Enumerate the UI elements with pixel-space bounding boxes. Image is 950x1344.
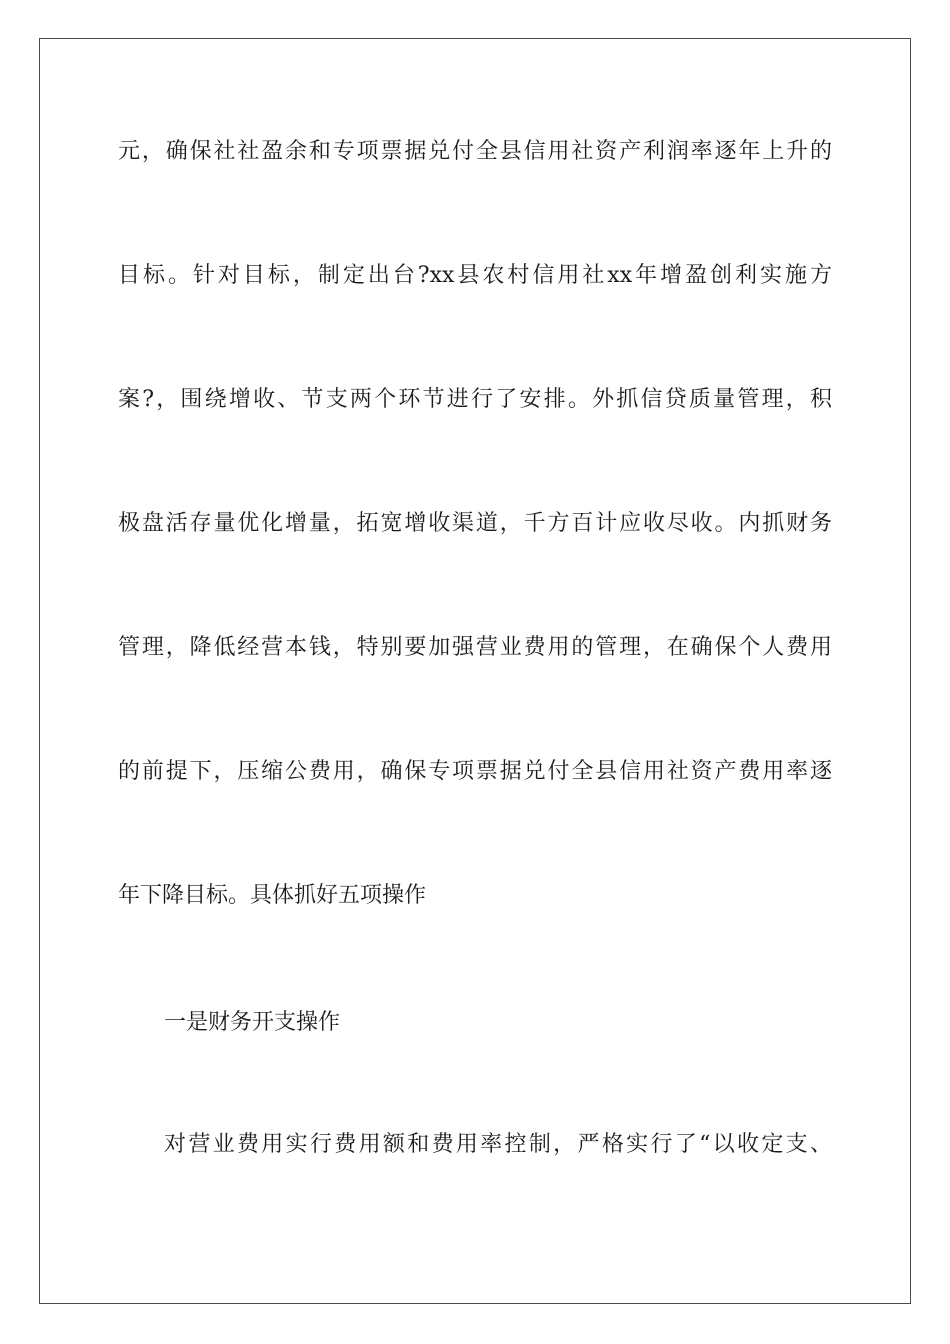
body-line-5: 管理，降低经营本钱，特别要加强营业费用的管理，在确保个人费用 [118,635,832,660]
body-line-3: 案?，围绕增收、节支两个环节进行了安排。外抓信贷质量管理，积 [118,387,832,412]
body-line-1: 元，确保社社盈余和专项票据兑付全县信用社资产利润率逐年上升的 [118,139,832,164]
page-border [39,38,911,1304]
body-line-2: 目标。针对目标，制定出台?xx县农村信用社xx年增盈创利实施方 [118,263,832,288]
body-line-4: 极盘活存量优化增量，拓宽增收渠道，千方百计应收尽收。内抓财务 [118,511,832,536]
paragraph-start: 对营业费用实行费用额和费用率控制，严格实行了“以收定支、 [164,1132,832,1157]
section-heading: 一是财务开支操作 [164,1010,341,1035]
body-line-7: 年下降目标。具体抓好五项操作 [118,883,427,908]
body-line-6: 的前提下，压缩公费用，确保专项票据兑付全县信用社资产费用率逐 [118,759,832,784]
